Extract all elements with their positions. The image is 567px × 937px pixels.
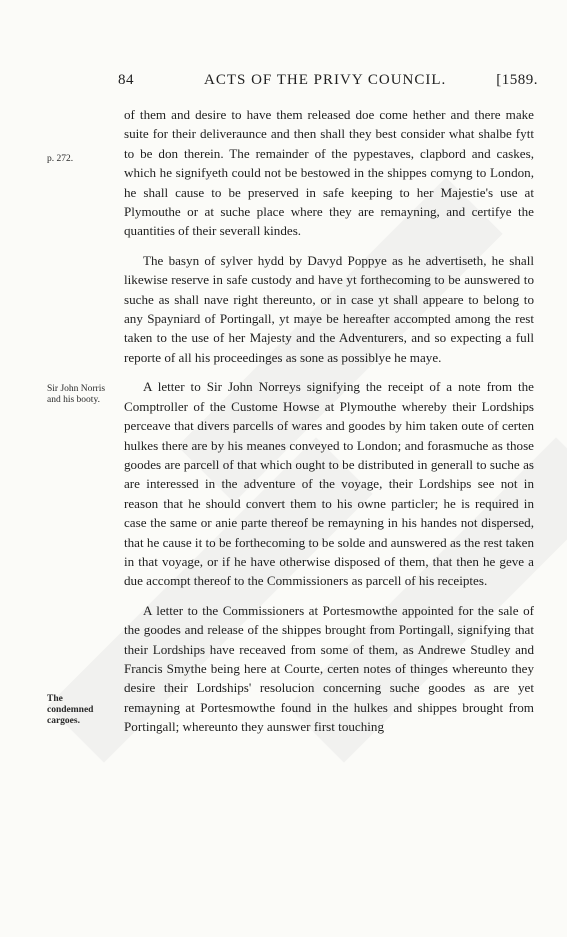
- page-number: 84: [118, 72, 134, 88]
- paragraph-basyn: The basyn of sylver hydd by Davyd Poppye as he advertiseth, he shall likewise reserve in safe custody and have yt forthecoming to be aunswered to suche as shall nave right thereunto, or in case yt shall appeare to belong to any Spayniard of Portingall, yt maye be hereafter accompted among the rest taken to the use of her Majesty and the Adventurers, and so expecting a full reporte of all his proceedinges as sone as possiblye he maye.: [124, 252, 534, 365]
- header-year: [1589.: [496, 72, 538, 88]
- body-text: [124, 105, 534, 747]
- paragraph-continuation: of them and desire to have them released doe come hether and there make suite for their deliveraunce and then shall they best consider what shalbe fytt to be don therein. The remainder of the pypestaves, clapbord and caskes, which he signifyeth could not be bestowed in the shippes comyng to London, he shall cause to be preserved in safe keeping to her Majestie's use at Plymouthe or at suche place where they are remayning, and certifye the quantities of their severall kindes.: [124, 107, 534, 239]
- margin-page-reference: p. 272.: [47, 154, 74, 164]
- paragraph-letter-norreys: A letter to Sir John Norreys signifying the receipt of a note from the Comptroller of the Custome Howse at Plymouthe whereby their Lordships perceave that divers parcells of wares and goodes by him taken oute of certen hulkes there are by his meanes conveyed to London; and forasmuche as those goodes are parcell of that which ought to be distributed in generall to suche as are interessed in the adventure of the voyage, their Lordships see not in reason that he should convert them to his owne particler; he is required in case the same or anie parte thereof be remayning in his handes not dispersed, that he cause it to be forthecoming to be solde and aunswered as the rest taken in that voyage, or if he have otherwise disposed of them, that then he geve a due accompt thereof to the Commissioners as parcell of his receiptes.: [124, 379, 534, 589]
- margin-note-norris: Sir John Norris and his booty.: [47, 384, 106, 405]
- running-header: [118, 72, 538, 94]
- paragraph-letter-commissioners: A letter to the Commissioners at Portesmowthe appointed for the sale of the goodes and release of the shippes brought from Portingall, signifying that their Lordships have receaved from some of them, as Andrewe Studley and Francis Smythe being here at Courte, certen notes of thinges whereunto they desire their Lordships' resolucion concerning suche goodes as are yet remayning at Portesmowthe found in the hulkes and shippes brought from Portingall; whereunto they aunswer first touching: [124, 602, 534, 735]
- margin-note-condemned-cargoes: The condemned cargoes.: [47, 694, 94, 726]
- running-title: ACTS OF THE PRIVY COUNCIL.: [204, 72, 447, 88]
